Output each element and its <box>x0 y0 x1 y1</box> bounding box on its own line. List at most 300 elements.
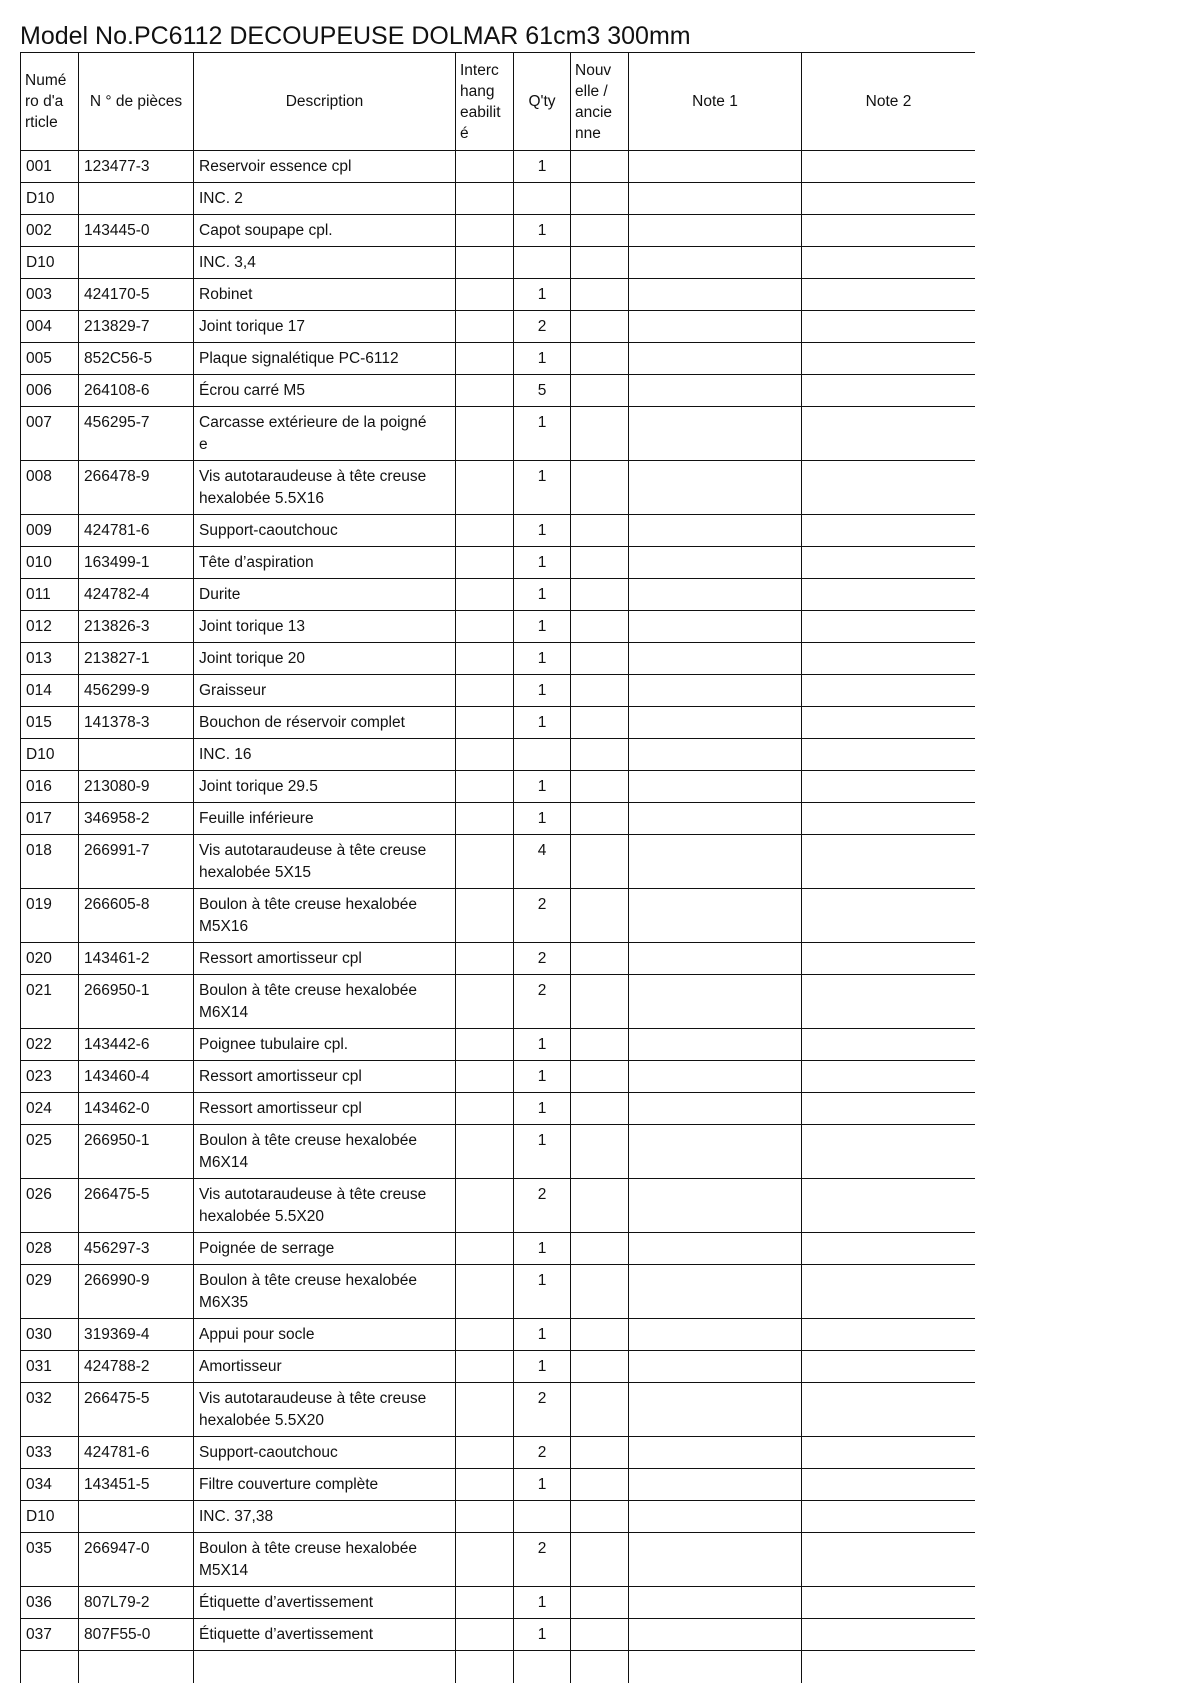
new-old-cell <box>571 151 629 183</box>
new-old-cell <box>571 461 629 515</box>
quantity-cell: 1 <box>514 771 571 803</box>
parts-table-container <box>20 52 975 1683</box>
table-row <box>21 643 976 675</box>
description-cell: Joint torique 13 <box>194 611 456 643</box>
quantity-cell: 2 <box>514 1383 571 1437</box>
part-number-cell: 143461-2 <box>79 943 194 975</box>
new-old-cell <box>571 1383 629 1437</box>
note-1-cell <box>629 151 802 183</box>
table-row-empty <box>21 1651 976 1683</box>
new-old-cell <box>571 1469 629 1501</box>
description-cell: Ressort amortisseur cpl <box>194 1061 456 1093</box>
description-cell: Boulon à tête creuse hexalobée M5X16 <box>194 889 456 943</box>
interchangeability-cell <box>456 183 514 215</box>
part-number-cell: 424782-4 <box>79 579 194 611</box>
part-number-cell: 266605-8 <box>79 889 194 943</box>
new-old-cell <box>571 707 629 739</box>
part-number-cell: 319369-4 <box>79 1319 194 1351</box>
header-note-1: Note 1 <box>629 53 802 151</box>
note-1-cell <box>629 279 802 311</box>
item-number-cell: 029 <box>21 1265 79 1319</box>
item-number-cell: 030 <box>21 1319 79 1351</box>
note-1-cell <box>629 1265 802 1319</box>
new-old-cell <box>571 1437 629 1469</box>
note-2-cell <box>802 707 976 739</box>
interchangeability-cell <box>456 1469 514 1501</box>
part-number-cell <box>79 247 194 279</box>
quantity-cell: 1 <box>514 1587 571 1619</box>
parts-table-body <box>21 151 976 1683</box>
empty-cell <box>514 1651 571 1683</box>
quantity-cell: 1 <box>514 1619 571 1651</box>
table-row <box>21 975 976 1029</box>
note-2-cell <box>802 611 976 643</box>
description-cell: Support-caoutchouc <box>194 515 456 547</box>
quantity-cell: 1 <box>514 547 571 579</box>
interchangeability-cell <box>456 1383 514 1437</box>
table-row <box>21 1029 976 1061</box>
new-old-cell <box>571 375 629 407</box>
interchangeability-cell <box>456 375 514 407</box>
table-row <box>21 311 976 343</box>
part-number-cell: 807L79-2 <box>79 1587 194 1619</box>
part-number-cell: 266950-1 <box>79 1125 194 1179</box>
item-number-cell: 008 <box>21 461 79 515</box>
note-2-cell <box>802 1265 976 1319</box>
interchangeability-cell <box>456 975 514 1029</box>
item-number-cell: 009 <box>21 515 79 547</box>
table-row <box>21 889 976 943</box>
note-1-cell <box>629 1233 802 1265</box>
table-row <box>21 407 976 461</box>
table-row <box>21 279 976 311</box>
item-number-cell: 034 <box>21 1469 79 1501</box>
new-old-cell <box>571 343 629 375</box>
description-cell: Filtre couverture complète <box>194 1469 456 1501</box>
note-2-cell <box>802 279 976 311</box>
new-old-cell <box>571 1265 629 1319</box>
new-old-cell <box>571 1093 629 1125</box>
quantity-cell: 1 <box>514 1093 571 1125</box>
new-old-cell <box>571 803 629 835</box>
description-cell: Vis autotaraudeuse à tête creuse hexalobée 5X15 <box>194 835 456 889</box>
note-2-cell <box>802 515 976 547</box>
part-number-cell: 141378-3 <box>79 707 194 739</box>
interchangeability-cell <box>456 1501 514 1533</box>
description-cell: Support-caoutchouc <box>194 1437 456 1469</box>
empty-cell <box>21 1651 79 1683</box>
quantity-cell: 1 <box>514 461 571 515</box>
item-number-cell: 014 <box>21 675 79 707</box>
note-1-cell <box>629 461 802 515</box>
table-row <box>21 579 976 611</box>
item-number-cell: 026 <box>21 1179 79 1233</box>
table-row <box>21 675 976 707</box>
quantity-cell: 1 <box>514 151 571 183</box>
note-2-cell <box>802 1501 976 1533</box>
interchangeability-cell <box>456 407 514 461</box>
item-number-cell: D10 <box>21 183 79 215</box>
part-number-cell: 424781-6 <box>79 1437 194 1469</box>
quantity-cell: 1 <box>514 515 571 547</box>
item-number-cell: 033 <box>21 1437 79 1469</box>
table-row <box>21 375 976 407</box>
note-2-cell <box>802 1233 976 1265</box>
quantity-cell: 5 <box>514 375 571 407</box>
part-number-cell: 143445-0 <box>79 215 194 247</box>
part-number-cell: 852C56-5 <box>79 343 194 375</box>
note-1-cell <box>629 547 802 579</box>
part-number-cell: 266947-0 <box>79 1533 194 1587</box>
part-number-cell: 264108-6 <box>79 375 194 407</box>
description-cell: Ressort amortisseur cpl <box>194 943 456 975</box>
interchangeability-cell <box>456 611 514 643</box>
interchangeability-cell <box>456 643 514 675</box>
description-cell: INC. 16 <box>194 739 456 771</box>
description-cell: INC. 37,38 <box>194 1501 456 1533</box>
quantity-cell: 1 <box>514 611 571 643</box>
interchangeability-cell <box>456 1061 514 1093</box>
item-number-cell: 021 <box>21 975 79 1029</box>
item-number-cell: 025 <box>21 1125 79 1179</box>
quantity-cell: 1 <box>514 1319 571 1351</box>
note-1-cell <box>629 1587 802 1619</box>
description-cell: INC. 2 <box>194 183 456 215</box>
new-old-cell <box>571 1501 629 1533</box>
note-1-cell <box>629 835 802 889</box>
note-2-cell <box>802 1437 976 1469</box>
description-cell: Boulon à tête creuse hexalobée M5X14 <box>194 1533 456 1587</box>
note-1-cell <box>629 1469 802 1501</box>
new-old-cell <box>571 611 629 643</box>
quantity-cell: 1 <box>514 803 571 835</box>
parts-table <box>20 52 975 1683</box>
table-row <box>21 1469 976 1501</box>
part-number-cell: 266950-1 <box>79 975 194 1029</box>
description-cell: Étiquette d’avertissement <box>194 1619 456 1651</box>
interchangeability-cell <box>456 279 514 311</box>
quantity-cell: 2 <box>514 311 571 343</box>
interchangeability-cell <box>456 739 514 771</box>
quantity-cell <box>514 739 571 771</box>
new-old-cell <box>571 739 629 771</box>
note-2-cell <box>802 375 976 407</box>
note-2-cell <box>802 1029 976 1061</box>
empty-cell <box>629 1651 802 1683</box>
note-1-cell <box>629 1437 802 1469</box>
header-note-2: Note 2 <box>802 53 976 151</box>
part-number-cell: 163499-1 <box>79 547 194 579</box>
note-1-cell <box>629 1383 802 1437</box>
new-old-cell <box>571 1351 629 1383</box>
note-2-cell <box>802 1351 976 1383</box>
table-row <box>21 515 976 547</box>
interchangeability-cell <box>456 151 514 183</box>
note-2-cell <box>802 675 976 707</box>
note-1-cell <box>629 1125 802 1179</box>
description-cell: Écrou carré M5 <box>194 375 456 407</box>
new-old-cell <box>571 1233 629 1265</box>
item-number-cell: 032 <box>21 1383 79 1437</box>
description-cell: Capot soupape cpl. <box>194 215 456 247</box>
empty-cell <box>79 1651 194 1683</box>
table-row <box>21 1533 976 1587</box>
new-old-cell <box>571 1319 629 1351</box>
note-2-cell <box>802 407 976 461</box>
part-number-cell <box>79 183 194 215</box>
part-number-cell: 266990-9 <box>79 1265 194 1319</box>
item-number-cell: 028 <box>21 1233 79 1265</box>
part-number-cell: 143462-0 <box>79 1093 194 1125</box>
note-2-cell <box>802 311 976 343</box>
part-number-cell <box>79 739 194 771</box>
description-cell: Feuille inférieure <box>194 803 456 835</box>
note-2-cell <box>802 835 976 889</box>
note-2-cell <box>802 643 976 675</box>
interchangeability-cell <box>456 707 514 739</box>
table-row <box>21 343 976 375</box>
quantity-cell: 2 <box>514 1437 571 1469</box>
header-description: Description <box>194 53 456 151</box>
quantity-cell: 1 <box>514 1265 571 1319</box>
description-cell: Tête d’aspiration <box>194 547 456 579</box>
new-old-cell <box>571 1533 629 1587</box>
part-number-cell: 456297-3 <box>79 1233 194 1265</box>
interchangeability-cell <box>456 1093 514 1125</box>
note-2-cell <box>802 739 976 771</box>
table-row <box>21 943 976 975</box>
description-cell: Vis autotaraudeuse à tête creuse hexalobée 5.5X16 <box>194 461 456 515</box>
quantity-cell: 2 <box>514 943 571 975</box>
note-1-cell <box>629 803 802 835</box>
item-number-cell: D10 <box>21 1501 79 1533</box>
note-1-cell <box>629 247 802 279</box>
new-old-cell <box>571 1179 629 1233</box>
note-1-cell <box>629 611 802 643</box>
header-interchangeabilite: Interc hang eabilit é <box>456 53 514 151</box>
interchangeability-cell <box>456 579 514 611</box>
table-row <box>21 247 976 279</box>
interchangeability-cell <box>456 311 514 343</box>
description-cell: Robinet <box>194 279 456 311</box>
note-1-cell <box>629 343 802 375</box>
item-number-cell: 031 <box>21 1351 79 1383</box>
part-number-cell: 123477-3 <box>79 151 194 183</box>
part-number-cell: 424781-6 <box>79 515 194 547</box>
item-number-cell: D10 <box>21 247 79 279</box>
note-1-cell <box>629 215 802 247</box>
interchangeability-cell <box>456 803 514 835</box>
quantity-cell <box>514 183 571 215</box>
note-1-cell <box>629 1351 802 1383</box>
note-2-cell <box>802 1179 976 1233</box>
quantity-cell: 1 <box>514 407 571 461</box>
note-1-cell <box>629 943 802 975</box>
header-qty: Q'ty <box>514 53 571 151</box>
description-cell: Joint torique 17 <box>194 311 456 343</box>
note-2-cell <box>802 151 976 183</box>
part-number-cell: 213829-7 <box>79 311 194 343</box>
note-1-cell <box>629 183 802 215</box>
interchangeability-cell <box>456 1265 514 1319</box>
note-2-cell <box>802 1383 976 1437</box>
note-2-cell <box>802 461 976 515</box>
table-row <box>21 215 976 247</box>
note-1-cell <box>629 579 802 611</box>
description-cell: Étiquette d’avertissement <box>194 1587 456 1619</box>
note-2-cell <box>802 1319 976 1351</box>
table-row <box>21 1093 976 1125</box>
note-2-cell <box>802 975 976 1029</box>
note-1-cell <box>629 1319 802 1351</box>
interchangeability-cell <box>456 943 514 975</box>
new-old-cell <box>571 1125 629 1179</box>
new-old-cell <box>571 643 629 675</box>
new-old-cell <box>571 771 629 803</box>
note-1-cell <box>629 1533 802 1587</box>
new-old-cell <box>571 975 629 1029</box>
interchangeability-cell <box>456 1587 514 1619</box>
note-1-cell <box>629 1619 802 1651</box>
new-old-cell <box>571 215 629 247</box>
header-nouvelle-ancienne: Nouv elle / ancie nne <box>571 53 629 151</box>
note-2-cell <box>802 547 976 579</box>
description-cell: Ressort amortisseur cpl <box>194 1093 456 1125</box>
note-1-cell <box>629 643 802 675</box>
note-2-cell <box>802 803 976 835</box>
quantity-cell: 2 <box>514 1533 571 1587</box>
note-1-cell <box>629 375 802 407</box>
description-cell: Amortisseur <box>194 1351 456 1383</box>
quantity-cell: 1 <box>514 675 571 707</box>
new-old-cell <box>571 835 629 889</box>
note-1-cell <box>629 1029 802 1061</box>
interchangeability-cell <box>456 771 514 803</box>
table-row <box>21 771 976 803</box>
item-number-cell: 010 <box>21 547 79 579</box>
item-number-cell: 001 <box>21 151 79 183</box>
note-1-cell <box>629 675 802 707</box>
description-cell: Vis autotaraudeuse à tête creuse hexalobée 5.5X20 <box>194 1383 456 1437</box>
part-number-cell: 456295-7 <box>79 407 194 461</box>
part-number-cell: 456299-9 <box>79 675 194 707</box>
item-number-cell: 003 <box>21 279 79 311</box>
part-number-cell: 213080-9 <box>79 771 194 803</box>
part-number-cell: 807F55-0 <box>79 1619 194 1651</box>
note-2-cell <box>802 215 976 247</box>
table-row <box>21 1383 976 1437</box>
note-2-cell <box>802 579 976 611</box>
note-2-cell <box>802 343 976 375</box>
interchangeability-cell <box>456 675 514 707</box>
part-number-cell: 266991-7 <box>79 835 194 889</box>
table-row <box>21 1351 976 1383</box>
part-number-cell: 143442-6 <box>79 1029 194 1061</box>
interchangeability-cell <box>456 1233 514 1265</box>
empty-cell <box>456 1651 514 1683</box>
quantity-cell: 1 <box>514 579 571 611</box>
table-row <box>21 1587 976 1619</box>
note-2-cell <box>802 1619 976 1651</box>
part-number-cell: 266475-5 <box>79 1383 194 1437</box>
description-cell: Reservoir essence cpl <box>194 151 456 183</box>
table-row <box>21 803 976 835</box>
quantity-cell <box>514 1501 571 1533</box>
note-1-cell <box>629 407 802 461</box>
interchangeability-cell <box>456 547 514 579</box>
new-old-cell <box>571 1029 629 1061</box>
table-row <box>21 707 976 739</box>
table-row <box>21 1319 976 1351</box>
note-1-cell <box>629 739 802 771</box>
description-cell: Vis autotaraudeuse à tête creuse hexalobée 5.5X20 <box>194 1179 456 1233</box>
description-cell: Poignee tubulaire cpl. <box>194 1029 456 1061</box>
interchangeability-cell <box>456 215 514 247</box>
note-1-cell <box>629 1061 802 1093</box>
description-cell: Carcasse extérieure de la poigné e <box>194 407 456 461</box>
quantity-cell: 1 <box>514 1061 571 1093</box>
interchangeability-cell <box>456 343 514 375</box>
interchangeability-cell <box>456 1437 514 1469</box>
empty-cell <box>571 1651 629 1683</box>
table-row <box>21 1061 976 1093</box>
item-number-cell: 019 <box>21 889 79 943</box>
note-1-cell <box>629 515 802 547</box>
quantity-cell: 1 <box>514 1469 571 1501</box>
new-old-cell <box>571 1619 629 1651</box>
new-old-cell <box>571 547 629 579</box>
description-cell: Boulon à tête creuse hexalobée M6X14 <box>194 975 456 1029</box>
part-number-cell: 424788-2 <box>79 1351 194 1383</box>
description-cell: Boulon à tête creuse hexalobée M6X14 <box>194 1125 456 1179</box>
quantity-cell: 2 <box>514 889 571 943</box>
page-title: Model No.PC6112 DECOUPEUSE DOLMAR 61cm3 300mm <box>20 22 691 50</box>
new-old-cell <box>571 943 629 975</box>
interchangeability-cell <box>456 247 514 279</box>
note-1-cell <box>629 1501 802 1533</box>
description-cell: Bouchon de réservoir complet <box>194 707 456 739</box>
interchangeability-cell <box>456 1351 514 1383</box>
empty-cell <box>802 1651 976 1683</box>
part-number-cell: 424170-5 <box>79 279 194 311</box>
note-2-cell <box>802 1093 976 1125</box>
item-number-cell: 017 <box>21 803 79 835</box>
item-number-cell: 005 <box>21 343 79 375</box>
quantity-cell: 4 <box>514 835 571 889</box>
quantity-cell: 2 <box>514 1179 571 1233</box>
quantity-cell: 1 <box>514 1029 571 1061</box>
quantity-cell: 1 <box>514 1125 571 1179</box>
quantity-cell: 2 <box>514 975 571 1029</box>
item-number-cell: 022 <box>21 1029 79 1061</box>
new-old-cell <box>571 279 629 311</box>
item-number-cell: 015 <box>21 707 79 739</box>
part-number-cell: 266478-9 <box>79 461 194 515</box>
interchangeability-cell <box>456 1533 514 1587</box>
note-1-cell <box>629 311 802 343</box>
table-row <box>21 183 976 215</box>
item-number-cell: 035 <box>21 1533 79 1587</box>
note-2-cell <box>802 1533 976 1587</box>
item-number-cell: 011 <box>21 579 79 611</box>
description-cell: Plaque signalétique PC-6112 <box>194 343 456 375</box>
quantity-cell: 1 <box>514 707 571 739</box>
description-cell: Joint torique 20 <box>194 643 456 675</box>
note-1-cell <box>629 1179 802 1233</box>
item-number-cell: 007 <box>21 407 79 461</box>
part-number-cell: 346958-2 <box>79 803 194 835</box>
note-2-cell <box>802 943 976 975</box>
